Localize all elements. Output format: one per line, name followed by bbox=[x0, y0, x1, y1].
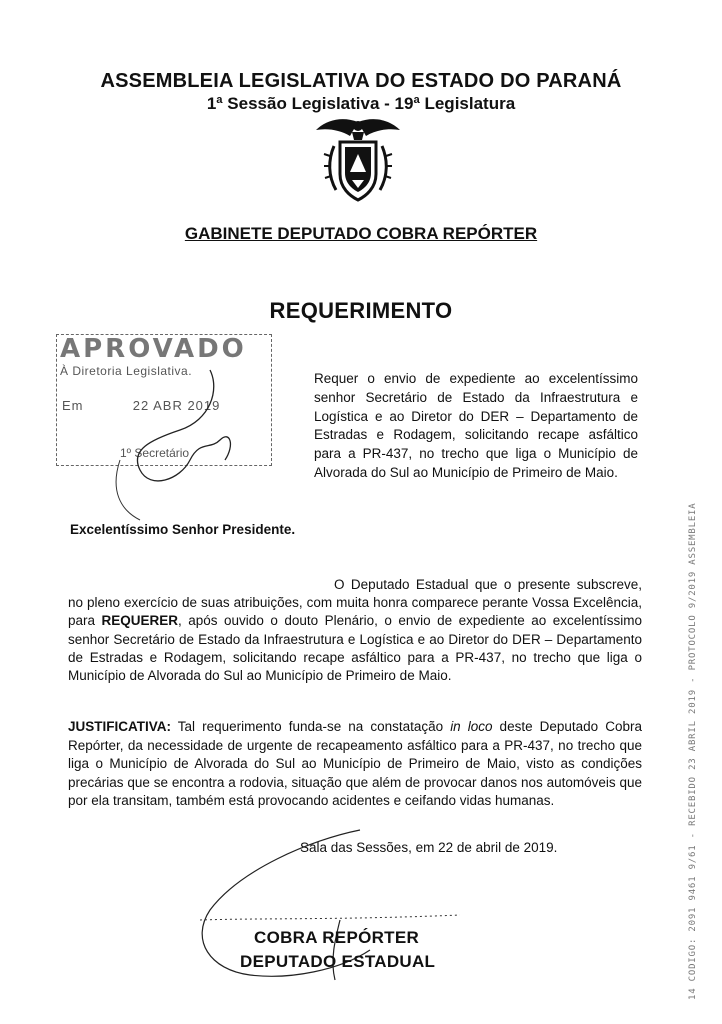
stamp-signature-scribble bbox=[60, 350, 300, 530]
justification-italic: in loco bbox=[450, 719, 493, 734]
side-protocol-stamp: 14 CODIGO: 2091 9461 9/61 - RECEBIDO 23 ABRIL 2019 - PROTOCOLO 9/2019 ASSEMBLEIA bbox=[688, 502, 698, 1000]
legislative-session: 1ª Sessão Legislativa - 19ª Legislatura bbox=[206, 94, 516, 113]
justification-text-2: deste Deputado Cobra Repórter, da necessidade de urgente de recapeamento asfáltico para a PR-437, no trecho que liga o Município de Alvorada do Sul ao Município de Primeiro de Maio, visto as condições precárias que se encontra a rodovia, situação que além de provocar danos nos automóveis que por ela transitam, também está provocando acidentes e ceifando vidas humanas. bbox=[68, 719, 642, 809]
place-date: Sala das Sessões, em 22 de abril de 2019. bbox=[300, 840, 558, 855]
signer-role: DEPUTADO ESTADUAL bbox=[240, 952, 436, 971]
stamp-recipient: À Diretoria Legislativa. bbox=[60, 364, 193, 378]
request-summary: Requer o envio de expediente ao excelentíssimo senhor Secretário de Estado da Infraestrutura e Logística e ao Diretor do DER – Departamento de Estradas e Rodagem, solicitando recape asfáltico para a PR-437, no trecho que liga o Município de Alvorada do Sul ao Município de Primeiro de Maio. bbox=[314, 371, 638, 480]
office-heading: GABINETE DEPUTADO COBRA REPÓRTER bbox=[184, 224, 538, 243]
justification-label: JUSTIFICATIVA: bbox=[68, 719, 171, 734]
stamp-status: APROVADO bbox=[60, 334, 247, 364]
stamp-date: 22 ABR 2019 bbox=[132, 398, 221, 413]
stamp-signer: 1º Secretário bbox=[120, 446, 190, 460]
justification-text-1: Tal requerimento funda-se na constatação bbox=[171, 719, 451, 734]
salutation: Excelentíssimo Senhor Presidente. bbox=[70, 522, 296, 537]
signer-name: COBRA REPÓRTER bbox=[254, 928, 420, 947]
justification bbox=[68, 718, 642, 811]
assembly-title: ASSEMBLEIA LEGISLATIVA DO ESTADO DO PARANÁ bbox=[100, 70, 622, 92]
coat-of-arms-icon bbox=[312, 116, 404, 202]
body-emphasis: REQUERER bbox=[101, 613, 179, 629]
document-title: REQUERIMENTO bbox=[269, 298, 453, 323]
body-text-1: O Deputado Estadual que o presente subscreve, no pleno exercício de suas atribuições, com muita honra comparece perante Vossa Excelência, para bbox=[68, 577, 642, 629]
body-text-2: , após ouvido o douto Plenário, o envio de expediente ao excelentíssimo senhor Secretário de Estado da Infraestrutura e Logística e ao Diretor do DER – Departamento de Estradas e Rodagem, solicitando recape asfáltico para a PR-437, no trecho que liga o Município de Alvorada do Sul ao Município de Primeiro de Maio. bbox=[68, 613, 642, 684]
request-body bbox=[68, 576, 642, 685]
stamp-date-label: Em bbox=[62, 398, 84, 413]
